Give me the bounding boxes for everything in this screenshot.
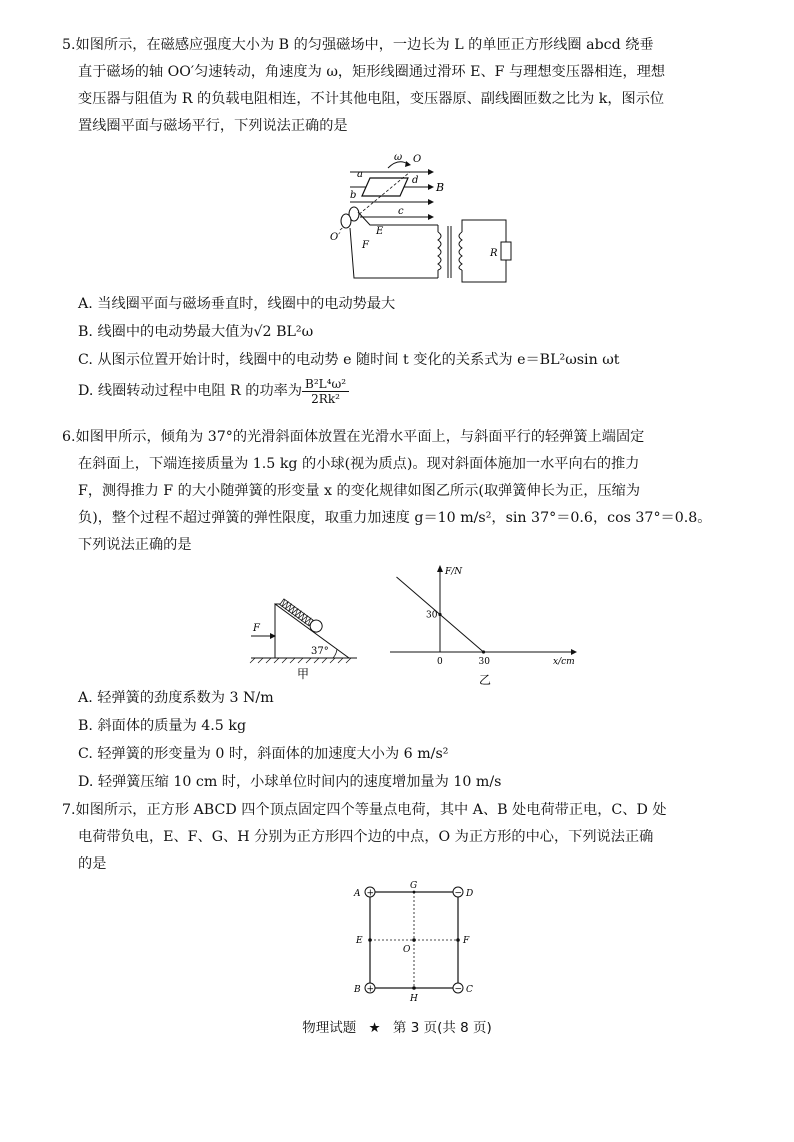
q6-options [78, 684, 728, 796]
x-axis-label: x/cm [553, 657, 575, 667]
q6-line-5: 下列说法正确的是 [78, 537, 192, 553]
svg-text:+: + [366, 984, 375, 995]
q5-label-b: b [350, 190, 357, 201]
tick-label-x30: 30 [478, 657, 490, 667]
question-5 [62, 32, 728, 140]
q5-d-denominator: 2Rk² [311, 391, 340, 406]
q6-label-F: F [253, 623, 260, 634]
q7-line-1: 7.如图所示，正方形 ABCD 四个顶点固定四个等量点电荷，其中 A、B 处电荷带正电，C、D 处 [62, 802, 667, 818]
y-axis-arrow [437, 565, 443, 572]
q7-label-F: F [463, 936, 470, 946]
q7-number: 7. [62, 802, 76, 818]
q6-line-2: 在斜面上，下端连接质量为 1.5 kg 的小球(视为质点)。现对斜面体施加一水平向右的推力 [78, 456, 640, 472]
q5-options [78, 290, 728, 408]
y-axis-label: F/N [445, 567, 463, 577]
chart-title: 乙 [479, 673, 492, 687]
q5-label-c: c [398, 206, 404, 217]
tick-label-y30: 30 [426, 610, 438, 621]
q7-label-D: D [466, 889, 474, 899]
star-icon: ★ [368, 1020, 381, 1036]
x-axis-arrow [571, 649, 577, 655]
q5-option-a[interactable]: A. 当线圈平面与磁场垂直时，线圈中的电动势最大 [78, 296, 396, 312]
q5-label-a: a [357, 169, 363, 180]
q6-option-b[interactable]: B. 斜面体的质量为 4.5 kg [78, 718, 247, 734]
q5-figure [310, 150, 520, 285]
q5-option-d[interactable]: D. 线圈转动过程中电阻 R 的功率为 $\frac{\text{B²L⁴ω²}}{\text{2Rk²}}$ [78, 374, 728, 408]
page-footer [0, 1016, 794, 1036]
q5-line-1: 5.如图所示，在磁感应强度大小为 B 的匀强磁场中，一边长为 L 的单匝正方形线圈 abcd 绕垂 [62, 37, 654, 53]
q5-label-O-prime: O′ [330, 232, 341, 243]
q5-line-4: 置线圈平面与磁场平行，下列说法正确的是 [78, 118, 348, 134]
q7-label-A: A [354, 889, 361, 899]
q7-line-2: 电荷带负电，E、F、G、H 分别为正方形四个边的中点，O 为正方形的中心，下列说法正确 [78, 829, 654, 845]
q5-d-numerator: B²L⁴ω² [302, 377, 349, 392]
data-point-1 [482, 650, 485, 653]
question-6 [62, 424, 728, 559]
q7-figure [350, 880, 480, 1005]
q6-number: 6. [62, 429, 76, 445]
q7-line-3: 的是 [78, 856, 107, 872]
q6-line-1: 6.如图甲所示，倾角为 37°的光滑斜面体放置在光滑水平面上，与斜面平行的轻弹簧上端固定 [62, 429, 645, 445]
q5-option-c[interactable]: C. 从图示位置开始计时，线圈中的电动势 e 随时间 t 变化的关系式为 e＝BL²ωsin ωt [78, 352, 620, 368]
q5-label-O: O [413, 154, 422, 165]
q7-label-C: C [466, 985, 473, 995]
q5-number: 5. [62, 37, 76, 53]
footer-subject: 物理试题 [302, 1020, 357, 1036]
q5-label-F: F [362, 240, 369, 251]
q6-option-a[interactable]: A. 轻弹簧的劲度系数为 3 N/m [78, 690, 274, 706]
q5-label-E: E [376, 226, 384, 237]
q5-label-omega: ω [394, 152, 403, 163]
tick-label-origin: 0 [437, 657, 443, 667]
q7-label-O: O [403, 945, 411, 955]
svg-text:+: + [366, 888, 375, 899]
data-point-0 [438, 613, 441, 616]
q5-option-b[interactable]: B. 线圈中的电动势最大值为√2 BL²ω [78, 324, 314, 340]
q7-label-G: G [410, 881, 418, 891]
svg-text:−: − [454, 888, 463, 899]
q7-label-B: B [354, 985, 361, 995]
q6-option-d[interactable]: D. 轻弹簧压缩 10 cm 时，小球单位时间内的速度增加量为 10 m/s [78, 774, 502, 790]
q6-line-3: F，测得推力 F 的大小随弹簧的形变量 x 的变化规律如图乙所示(取弹簧伸长为正，压缩为 [78, 483, 641, 499]
q6-caption-jia: 甲 [297, 667, 310, 681]
q7-label-H: H [410, 994, 418, 1004]
q6-option-c[interactable]: C. 轻弹簧的形变量为 0 时，斜面体的加速度大小为 6 m/s² [78, 746, 449, 762]
svg-text:−: − [454, 984, 463, 995]
footer-page: 第 3 页(共 8 页) [392, 1020, 492, 1036]
q6-line-4: 负)，整个过程不超过弹簧的弹性限度，取重力加速度 g＝10 m/s²，sin 37°＝0.6，cos 37°＝0.8。 [78, 510, 712, 526]
q5-line-3: 变压器与阻值为 R 的负载电阻相连，不计其他电阻，变压器原、副线圈匝数之比为 k，图示位 [78, 91, 665, 107]
q6-chart-yi [385, 560, 585, 690]
q6-figure-jia [245, 590, 365, 685]
q6-label-angle: 37° [311, 646, 329, 657]
q7-label-E: E [356, 936, 363, 946]
q5-line-2: 直于磁场的轴 OO′匀速转动，角速度为 ω，矩形线圈通过滑环 E、F 与理想变压器相连，理想 [78, 64, 666, 80]
q5-label-d: d [412, 175, 419, 186]
question-7 [62, 797, 728, 878]
q5-label-B: B [436, 181, 445, 194]
q5-label-R: R [490, 248, 498, 259]
